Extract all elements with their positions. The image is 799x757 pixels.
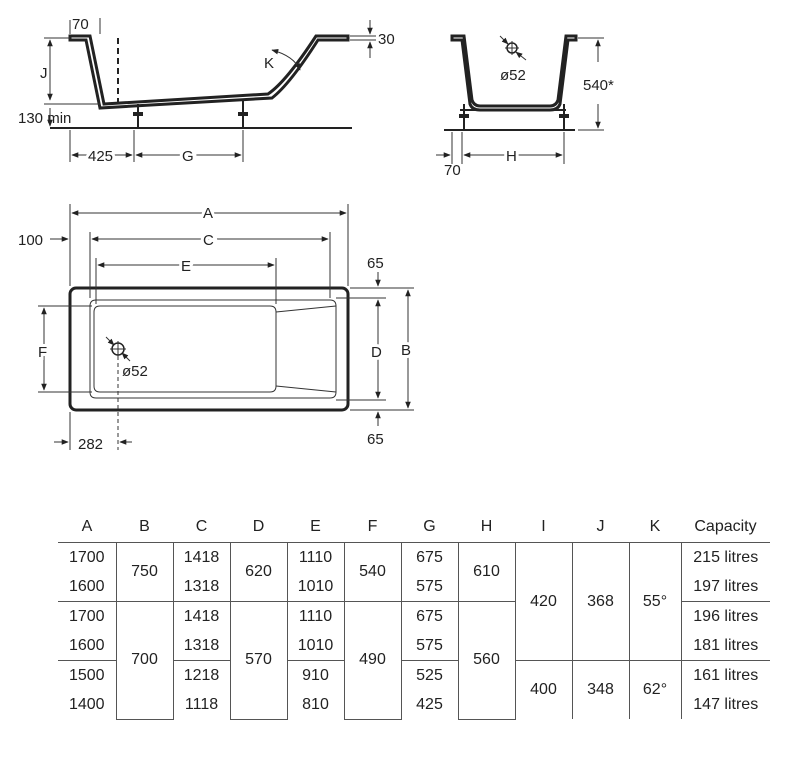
cell-D: 570 xyxy=(230,602,287,720)
cell-G: 575 xyxy=(401,572,458,602)
cell-A: 1600 xyxy=(58,631,116,661)
header-cell: C xyxy=(195,518,208,535)
header-cell: E xyxy=(310,518,321,535)
cell-K: 62° xyxy=(629,661,681,720)
cell-H: 610 xyxy=(458,543,515,602)
cell-E: 910 xyxy=(287,661,344,691)
cell-capacity: 196 litres xyxy=(681,602,770,632)
cell-A: 1500 xyxy=(58,661,116,691)
dim-65-bottom: 65 xyxy=(367,431,384,448)
plan-inner-basin xyxy=(90,300,336,398)
header-cell: Capacity xyxy=(694,518,757,535)
dim-540: 540* xyxy=(583,77,614,94)
dim-70-top: 70 xyxy=(72,16,89,33)
cell-capacity: 215 litres xyxy=(681,543,770,573)
cell-C: 1218 xyxy=(173,661,230,691)
cell-B: 700 xyxy=(116,602,173,720)
bath-profile xyxy=(70,36,348,108)
dim-30: 30 xyxy=(378,31,395,48)
cell-D: 620 xyxy=(230,543,287,602)
cell-capacity: 181 litres xyxy=(681,631,770,661)
dim-282: 282 xyxy=(78,436,104,453)
cell-G: 525 xyxy=(401,661,458,691)
end-view xyxy=(436,36,614,179)
header-cell: F xyxy=(367,518,378,535)
dim-70-end: 70 xyxy=(444,162,461,179)
cell-capacity: 147 litres xyxy=(681,690,770,719)
cell-C: 1418 xyxy=(173,602,230,632)
cell-G: 425 xyxy=(401,690,458,719)
cell-A: 1400 xyxy=(58,690,116,719)
cell-E: 1010 xyxy=(287,572,344,602)
cell-capacity: 161 litres xyxy=(681,661,770,691)
table-header-row xyxy=(58,512,770,543)
header-cell: G xyxy=(423,518,436,535)
cell-G: 575 xyxy=(401,631,458,661)
cell-A: 1700 xyxy=(58,543,116,573)
cell-C: 1318 xyxy=(173,631,230,661)
cell-C: 1418 xyxy=(173,543,230,573)
table-row xyxy=(58,543,770,573)
cell-K: 55° xyxy=(629,543,681,661)
cell-I: 400 xyxy=(515,661,572,720)
cell-A: 1700 xyxy=(58,602,116,632)
dim-E: E xyxy=(181,258,192,275)
cell-J: 348 xyxy=(572,661,629,720)
header-cell: A xyxy=(81,518,93,535)
dim-H: H xyxy=(506,148,517,165)
dim-J: J xyxy=(40,65,48,82)
dimension-table xyxy=(58,512,770,720)
header-cell: D xyxy=(252,518,265,535)
dim-C: C xyxy=(203,232,214,249)
cell-E: 1110 xyxy=(287,602,344,632)
cell-C: 1318 xyxy=(173,572,230,602)
cell-E: 1010 xyxy=(287,631,344,661)
dim-100: 100 xyxy=(18,232,44,249)
cell-E: 1110 xyxy=(287,543,344,573)
header-cell: K xyxy=(649,518,661,535)
header-cell: I xyxy=(541,518,546,535)
drain-icon xyxy=(500,36,526,60)
dim-F: F xyxy=(38,344,48,361)
header-cell: B xyxy=(139,518,150,535)
cell-F: 540 xyxy=(344,543,401,602)
cell-H: 560 xyxy=(458,602,515,720)
cell-G: 675 xyxy=(401,543,458,573)
dim-K: K xyxy=(264,55,275,72)
plan-view xyxy=(18,204,414,453)
dim-G: G xyxy=(182,148,194,165)
cell-I: 420 xyxy=(515,543,572,661)
cell-J: 368 xyxy=(572,543,629,661)
dim-130: 130 min xyxy=(18,110,72,127)
cell-A: 1600 xyxy=(58,572,116,602)
end-drain-label: ø52 xyxy=(500,67,526,84)
cell-F: 490 xyxy=(344,602,401,720)
header-cell: H xyxy=(480,518,493,535)
cell-G: 675 xyxy=(401,602,458,632)
dim-A: A xyxy=(203,205,214,222)
cell-E: 810 xyxy=(287,690,344,719)
cell-C: 1118 xyxy=(173,690,230,719)
dim-65-top: 65 xyxy=(367,255,384,272)
dim-D: D xyxy=(371,344,382,361)
plan-drain-label: ø52 xyxy=(122,363,148,380)
header-cell: J xyxy=(596,518,605,535)
cell-B: 750 xyxy=(116,543,173,602)
cell-capacity: 197 litres xyxy=(681,572,770,602)
dim-425: 425 xyxy=(88,148,114,165)
dim-B: B xyxy=(401,342,412,359)
side-view xyxy=(18,16,395,165)
